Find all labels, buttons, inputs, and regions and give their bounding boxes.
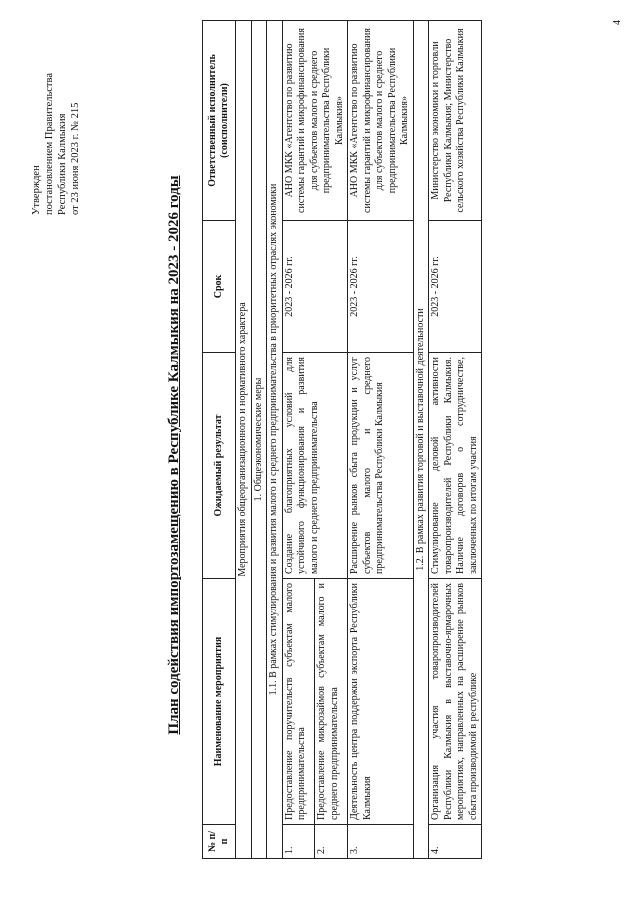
document-title: План содействия импортозамещению в Республике Калмыкия на 2023 - 2026 годы (166, 175, 182, 735)
section-row (236, 21, 252, 859)
row-result: Расширение рынков сбыта продукции и услуг субъектов малого и среднего предпринимательства Республики Калмыкия (348, 353, 414, 579)
row-name: Предоставление микрозаймов субъектам малого и среднего предпринимательства (315, 579, 348, 825)
section-row (267, 21, 283, 859)
row-executor: АНО МКК «Агентство по развитию системы гарантий и микрофинансирования для субъектов малого и среднего предпринимательства Республики Калмыкия» (348, 21, 414, 221)
row-term: 2023 - 2026 гг. (282, 221, 348, 353)
row-name: Деятельность центра поддержки экспорта Республики Калмыкия (348, 579, 414, 825)
row-name: Предоставление поручительств субъектам малого предпринимательства (282, 579, 315, 825)
approval-line: Республики Калмыкия (57, 113, 68, 215)
section-1-heading: 1. Общеэкономические меры (251, 21, 267, 859)
row-executor: АНО МКК «Агентство по развитию системы гарантий и микрофинансирования для субъектов малого и среднего предпринимательства Республики Калмыкия» (282, 21, 348, 221)
plan-table (202, 20, 482, 859)
row-name: Организация участия товаропроизводителей Республики Калмыкия в выставочно-ярмарочных мероприятиях, направленных на расширение рынков сбыта производимой в республике (429, 579, 482, 825)
row-result: Создание благоприятных условий для устойчивого функционирования и развития малого и среднего предпринимательства (282, 353, 348, 579)
table-row (348, 21, 414, 859)
row-term: 2023 - 2026 гг. (348, 221, 414, 353)
approval-line: постановлением Правительства (44, 72, 55, 215)
header-term: Срок (203, 221, 236, 353)
header-name: Наименование мероприятия (203, 579, 236, 825)
row-num: 3. (348, 825, 414, 859)
row-executor: Министерство экономики и торговли Республики Калмыкия; Министерство сельского хозяйства Республики Калмыкия (429, 21, 482, 221)
header-num: № п/п (203, 825, 236, 859)
approval-stamp (30, 25, 82, 215)
row-result: Стимулирование деловой активности товаропроизводителей Республики Калмыкия. Наличие договоров о сотрудничестве, заключенных по итогам участия (429, 353, 482, 579)
row-num: 1. (282, 825, 315, 859)
approval-line: Утвержден (31, 165, 42, 215)
section-row (413, 21, 429, 859)
section-1-2-heading: 1.2. В рамках развития торговой и выставочной деятельности (413, 21, 429, 859)
page-number: 4 (612, 20, 623, 25)
table-row (282, 21, 315, 859)
row-num: 4. (429, 825, 482, 859)
table-row (429, 21, 482, 859)
row-term: 2023 - 2026 гг. (429, 221, 482, 353)
section-row (251, 21, 267, 859)
section-1-1-heading: 1.1. В рамках стимулирования и развития малого и среднего предпринимательства в приоритетных отраслях экономики (267, 21, 283, 859)
row-num: 2. (315, 825, 348, 859)
section-main-heading: Мероприятия общеорганизационного и нормативного характера (236, 21, 252, 859)
approval-line: от 23 июня 2023 г. № 215 (70, 102, 81, 215)
header-result: Ожидаемый результат (203, 353, 236, 579)
header-executor: Ответственный исполнитель (соисполнители) (203, 21, 236, 221)
table-header-row (203, 21, 236, 859)
